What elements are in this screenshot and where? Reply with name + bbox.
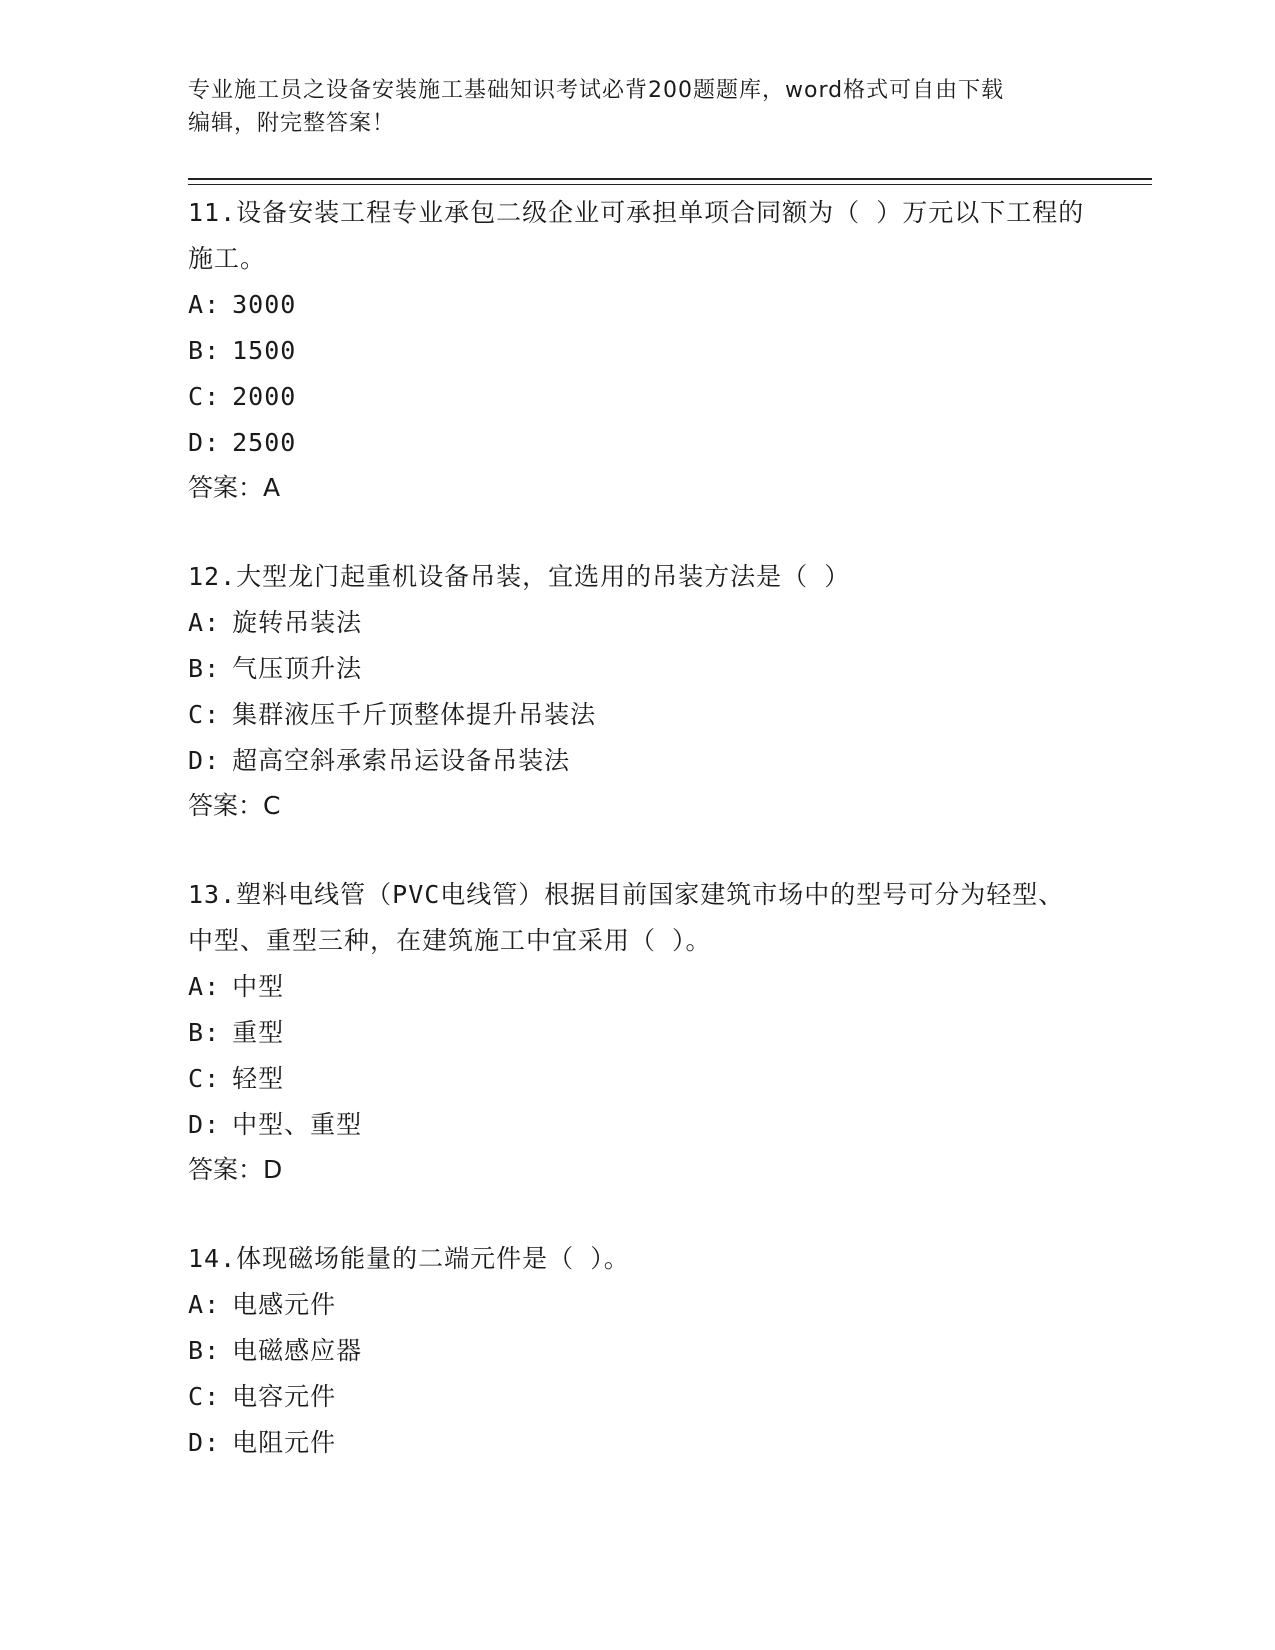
option-d: [188, 1420, 1088, 1466]
option-separator: :: [204, 1018, 221, 1047]
option-separator: :: [204, 700, 221, 729]
header-line-1: 专业施工员之设备安装施工基础知识考试必背200题题库，word格式可自由下载: [188, 78, 1005, 103]
header-line-2: 编辑，附完整答案！: [188, 111, 396, 136]
option-letter: A: [188, 290, 205, 319]
option-letter: D: [188, 1428, 205, 1457]
option-separator: :: [204, 654, 221, 683]
option-text: 重型: [232, 1018, 285, 1047]
answer-line: 答案：C: [188, 791, 281, 820]
question-14: [188, 1236, 1088, 1466]
option-c: [188, 1056, 1088, 1102]
question-stem: 13.塑料电线管（PVC电线管）根据目前国家建筑市场中的型号可分为轻型、中型、重型三种，在建筑施工中宜采用（ ）。: [188, 880, 1065, 955]
question-13: [188, 872, 1088, 1192]
question-stem: 12.大型龙门起重机设备吊装，宜选用的吊装方法是（ ）: [188, 562, 851, 591]
option-text: 2000: [232, 382, 297, 411]
question-12: [188, 554, 1088, 828]
option-separator: :: [204, 428, 221, 457]
option-separator: :: [204, 1064, 221, 1093]
option-c: [188, 374, 1088, 420]
option-letter: A: [188, 972, 205, 1001]
option-separator: :: [204, 746, 221, 775]
option-letter: C: [188, 1382, 205, 1411]
option-d: [188, 420, 1088, 466]
question-11: [188, 190, 1088, 510]
option-letter: B: [188, 654, 205, 683]
document-header: [188, 74, 1088, 140]
option-text: 轻型: [232, 1064, 285, 1093]
option-letter: A: [188, 608, 205, 637]
option-text: 中型: [232, 972, 285, 1001]
option-letter: C: [188, 382, 205, 411]
option-text: 集群液压千斤顶整体提升吊装法: [232, 700, 597, 729]
option-text: 1500: [232, 336, 297, 365]
option-text: 气压顶升法: [232, 654, 363, 683]
option-separator: :: [204, 382, 221, 411]
option-text: 2500: [232, 428, 297, 457]
option-separator: :: [204, 1428, 221, 1457]
option-separator: :: [204, 1290, 221, 1319]
answer-line: 答案：D: [188, 1155, 283, 1184]
option-separator: :: [204, 290, 221, 319]
option-text: 电容元件: [232, 1382, 337, 1411]
option-a: [188, 282, 1088, 328]
answer-line: 答案：A: [188, 473, 281, 502]
option-text: 电磁感应器: [232, 1336, 363, 1365]
option-d: [188, 738, 1088, 784]
option-c: [188, 692, 1088, 738]
option-separator: :: [204, 1110, 221, 1139]
option-letter: D: [188, 1110, 205, 1139]
question-stem: 14.体现磁场能量的二端元件是（ ）。: [188, 1244, 630, 1273]
question-list: [188, 190, 1088, 1510]
option-d: [188, 1102, 1088, 1148]
option-text: 旋转吊装法: [232, 608, 363, 637]
option-a: [188, 1282, 1088, 1328]
question-stem: 11.设备安装工程专业承包二级企业可承担单项合同额为（ ）万元以下工程的施工。: [188, 198, 1085, 273]
option-text: 电感元件: [232, 1290, 337, 1319]
option-c: [188, 1374, 1088, 1420]
option-letter: B: [188, 336, 205, 365]
option-separator: :: [204, 336, 221, 365]
option-separator: :: [204, 608, 221, 637]
option-separator: :: [204, 972, 221, 1001]
option-letter: D: [188, 746, 205, 775]
option-letter: C: [188, 700, 205, 729]
option-text: 3000: [232, 290, 297, 319]
option-b: [188, 328, 1088, 374]
option-letter: B: [188, 1018, 205, 1047]
option-separator: :: [204, 1382, 221, 1411]
option-b: [188, 1328, 1088, 1374]
option-text: 电阻元件: [232, 1428, 337, 1457]
option-letter: A: [188, 1290, 205, 1319]
header-divider-thick: [188, 178, 1152, 180]
option-letter: C: [188, 1064, 205, 1093]
option-b: [188, 646, 1088, 692]
option-b: [188, 1010, 1088, 1056]
option-a: [188, 964, 1088, 1010]
option-a: [188, 600, 1088, 646]
option-text: 中型、重型: [232, 1110, 363, 1139]
option-letter: D: [188, 428, 205, 457]
header-divider-thin: [188, 184, 1152, 185]
option-separator: :: [204, 1336, 221, 1365]
option-letter: B: [188, 1336, 205, 1365]
option-text: 超高空斜承索吊运设备吊装法: [232, 746, 571, 775]
